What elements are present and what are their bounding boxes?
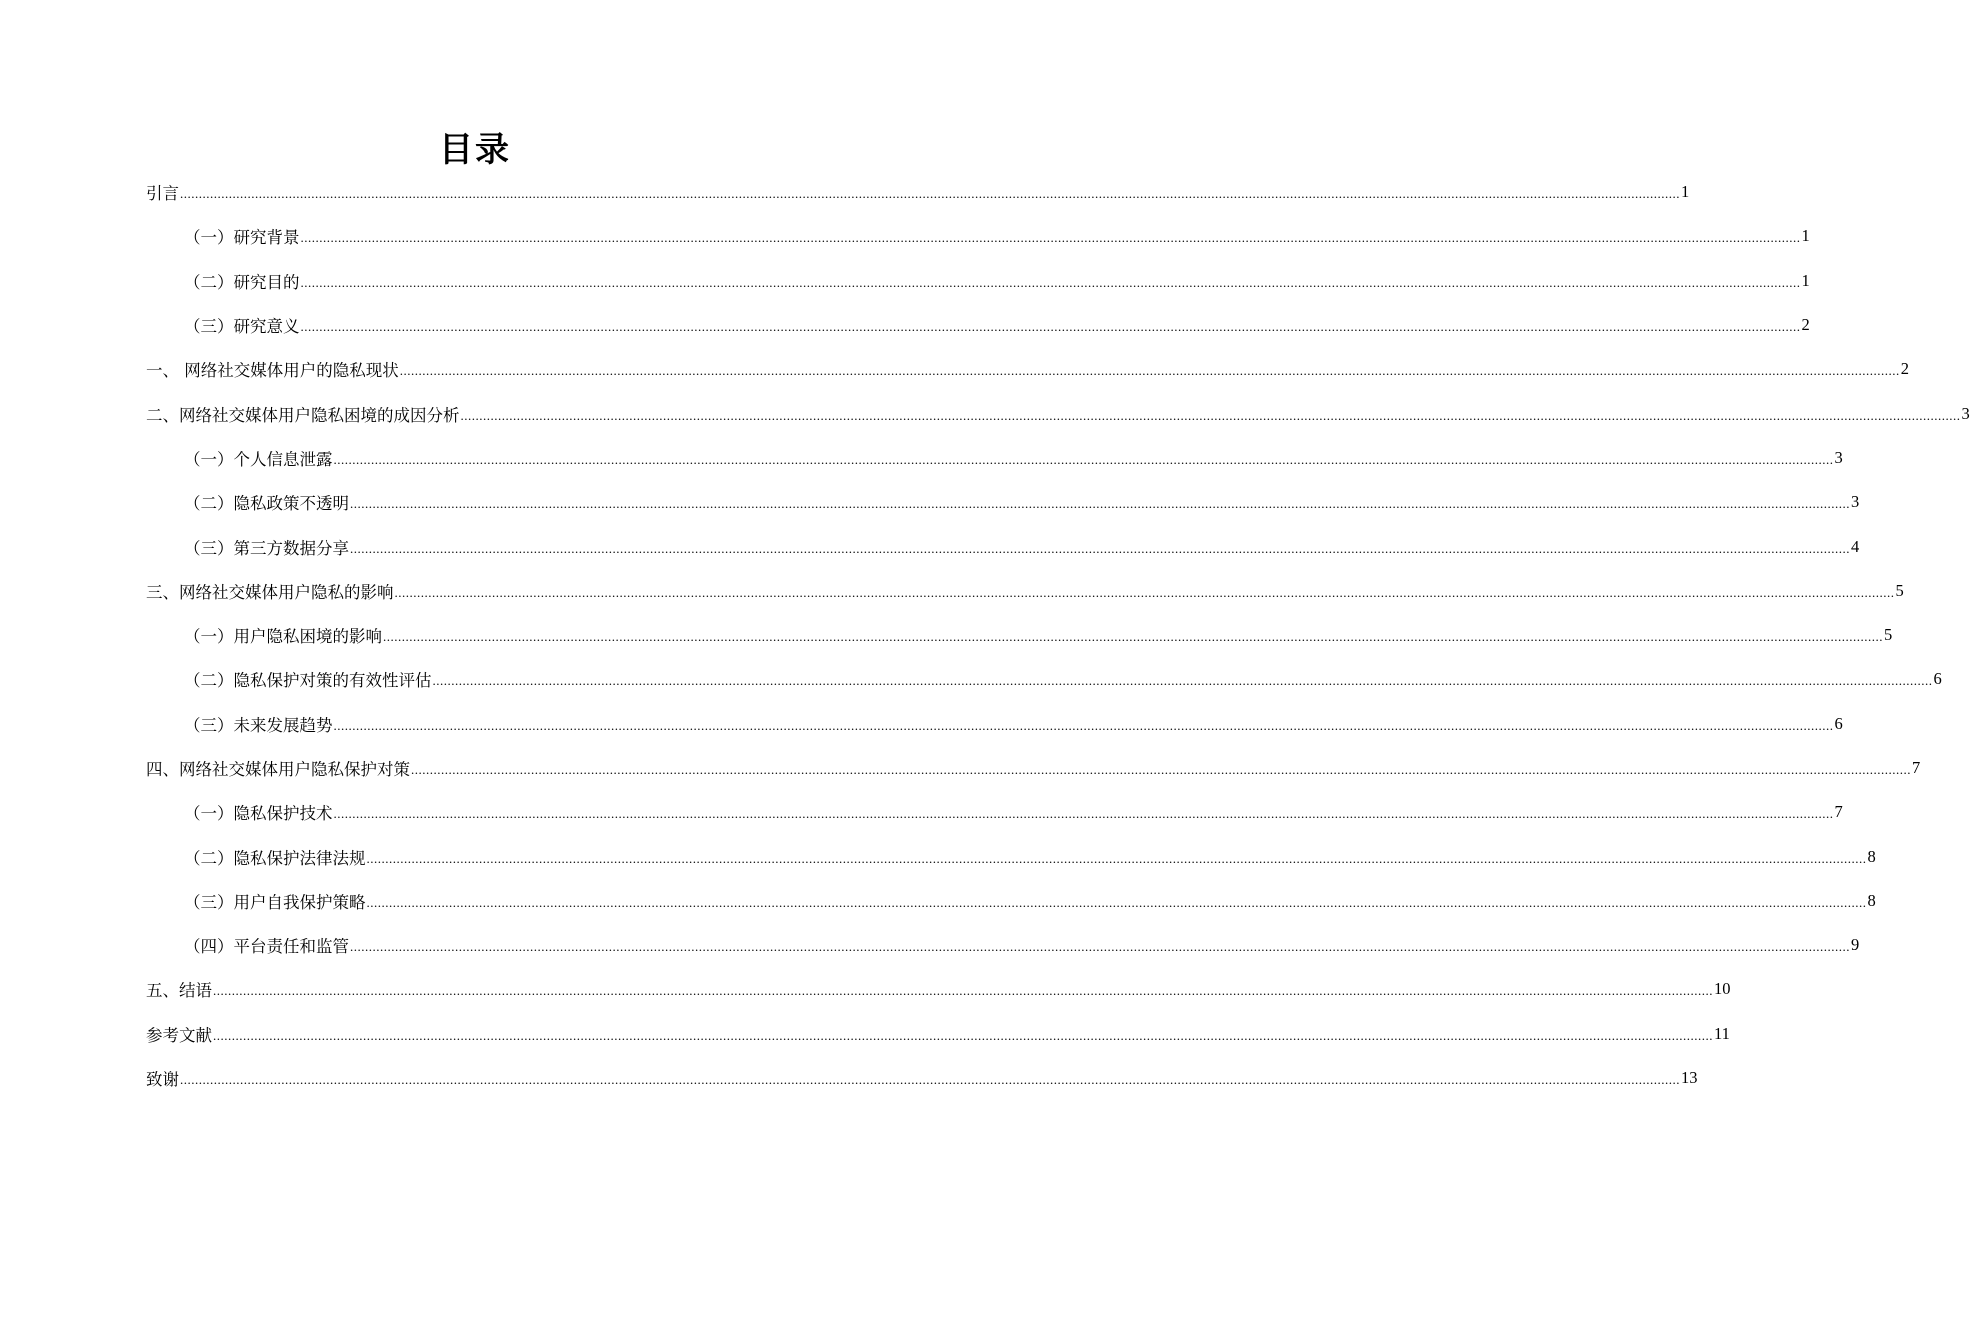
toc-entry-label: （三）第三方数据分享 <box>184 538 349 558</box>
toc-entry-page-number: 5 <box>1884 625 1893 645</box>
toc-dot-leader: ................................................................................................................................................................................................................................................................................................................................................................................................................ <box>399 363 1900 379</box>
toc-entry[interactable] <box>146 702 1843 746</box>
toc-dot-leader: ................................................................................................................................................................................................................................................................................................................................................................................................................ <box>366 850 1867 866</box>
toc-entry-page-number: 5 <box>1895 580 1904 600</box>
toc-entry-page-number: 7 <box>1834 802 1843 822</box>
toc-dot-leader: ................................................................................................................................................................................................................................................................................................................................................................................................................ <box>300 319 1801 335</box>
toc-entry-page-number: 4 <box>1851 536 1860 556</box>
toc-entry[interactable] <box>146 170 1690 214</box>
toc-dot-leader: ................................................................................................................................................................................................................................................................................................................................................................................................................ <box>383 629 1883 645</box>
toc-entry-page-number: 13 <box>1681 1068 1698 1088</box>
toc-entry-page-number: 10 <box>1714 979 1731 999</box>
toc-entry-page-number: 3 <box>1834 447 1843 467</box>
toc-entry[interactable] <box>146 790 1843 834</box>
toc-entry[interactable] <box>146 259 1810 303</box>
toc-dot-leader: ................................................................................................................................................................................................................................................................................................................................................................................................................ <box>333 451 1834 467</box>
toc-entry-page-number: 3 <box>1961 403 1970 423</box>
toc-entry[interactable] <box>146 1012 1730 1056</box>
toc-entry-label: （一）个人信息泄露 <box>184 449 333 469</box>
toc-entry-page-number: 6 <box>1834 713 1843 733</box>
toc-dot-leader: ................................................................................................................................................................................................................................................................................................................................................................................................................ <box>333 717 1834 733</box>
toc-dot-leader: ................................................................................................................................................................................................................................................................................................................................................................................................................ <box>460 407 1961 423</box>
toc-entry-page-number: 9 <box>1851 935 1860 955</box>
toc-entry-label: 引言 <box>146 184 179 204</box>
toc-entry[interactable] <box>146 303 1810 347</box>
toc-entry[interactable] <box>146 1056 1698 1100</box>
toc-dot-leader: ................................................................................................................................................................................................................................................................................................................................................................................................................ <box>333 806 1834 822</box>
toc-entry-label: 致谢 <box>146 1070 179 1090</box>
toc-entry-label: （一）研究背景 <box>184 228 300 248</box>
toc-entry[interactable] <box>146 214 1810 258</box>
toc-entry-label: （一）隐私保护技术 <box>184 804 333 824</box>
toc-dot-leader: ................................................................................................................................................................................................................................................................................................................................................................................................................ <box>366 894 1867 910</box>
toc-entry[interactable] <box>146 967 1731 1011</box>
table-of-contents <box>146 170 1970 1100</box>
toc-entry[interactable] <box>146 613 1893 657</box>
toc-entry-label: 二、网络社交媒体用户隐私困境的成因分析 <box>146 405 460 425</box>
toc-entry-label: （二）隐私保护对策的有效性评估 <box>184 671 432 691</box>
toc-entry[interactable] <box>146 524 1860 568</box>
toc-entry[interactable] <box>146 923 1860 967</box>
toc-entry[interactable] <box>146 879 1876 923</box>
toc-entry-label: （二）隐私保护法律法规 <box>184 848 366 868</box>
toc-entry[interactable] <box>146 480 1860 524</box>
toc-entry-page-number: 3 <box>1851 492 1860 512</box>
toc-dot-leader: ................................................................................................................................................................................................................................................................................................................................................................................................................ <box>350 540 1850 556</box>
toc-dot-leader: ................................................................................................................................................................................................................................................................................................................................................................................................................ <box>180 1072 1680 1088</box>
toc-entry[interactable] <box>146 347 1909 391</box>
toc-entry[interactable] <box>146 746 1921 790</box>
toc-dot-leader: ................................................................................................................................................................................................................................................................................................................................................................................................................ <box>213 1027 1713 1043</box>
toc-entry-label: 三、网络社交媒体用户隐私的影响 <box>146 582 394 602</box>
toc-entry-label: （三）用户自我保护策略 <box>184 892 366 912</box>
toc-dot-leader: ................................................................................................................................................................................................................................................................................................................................................................................................................ <box>394 584 1895 600</box>
toc-entry-label: 一、 网络社交媒体用户的隐私现状 <box>146 361 399 381</box>
toc-entry-label: （二）研究目的 <box>184 272 300 292</box>
toc-dot-leader: ................................................................................................................................................................................................................................................................................................................................................................................................................ <box>300 230 1801 246</box>
toc-entry-label: 四、网络社交媒体用户隐私保护对策 <box>146 760 410 779</box>
toc-entry-page-number: 7 <box>1912 758 1921 777</box>
toc-entry[interactable] <box>146 657 1942 701</box>
toc-entry-label: 五、结语 <box>146 981 212 1001</box>
toc-entry-page-number: 6 <box>1933 669 1942 689</box>
toc-entry[interactable] <box>146 569 1904 613</box>
toc-dot-leader: ................................................................................................................................................................................................................................................................................................................................................................................................................ <box>432 673 1933 689</box>
toc-dot-leader: ................................................................................................................................................................................................................................................................................................................................................................................................................ <box>300 274 1801 290</box>
toc-dot-leader: ................................................................................................................................................................................................................................................................................................................................................................................................................ <box>350 496 1850 512</box>
toc-entry-page-number: 8 <box>1867 890 1876 910</box>
toc-entry-page-number: 1 <box>1801 270 1810 290</box>
toc-entry-label: （三）研究意义 <box>184 317 300 337</box>
toc-entry-label: （一）用户隐私困境的影响 <box>184 627 382 647</box>
toc-entry-page-number: 8 <box>1867 846 1876 866</box>
toc-dot-leader: ................................................................................................................................................................................................................................................................................................................................................................................................................ <box>213 983 1713 999</box>
toc-entry-page-number: 1 <box>1801 226 1810 246</box>
toc-entry-page-number: 2 <box>1801 315 1810 335</box>
toc-entry-label: （二）隐私政策不透明 <box>184 494 349 514</box>
toc-dot-leader: ................................................................................................................................................................................................................................................................................................................................................................................................................ <box>411 762 1911 777</box>
toc-dot-leader: ................................................................................................................................................................................................................................................................................................................................................................................................................ <box>180 186 1680 202</box>
toc-entry-page-number: 1 <box>1681 182 1690 202</box>
toc-entry[interactable] <box>146 436 1843 480</box>
toc-entry-label: 参考文献 <box>146 1025 212 1045</box>
toc-dot-leader: ................................................................................................................................................................................................................................................................................................................................................................................................................ <box>350 939 1850 955</box>
toc-entry-label: （四）平台责任和监管 <box>184 937 349 957</box>
toc-entry[interactable] <box>146 834 1876 878</box>
page-title: 目录 <box>439 130 511 170</box>
toc-entry-page-number: 11 <box>1714 1023 1730 1043</box>
toc-entry[interactable] <box>146 391 1970 435</box>
toc-entry-page-number: 2 <box>1900 359 1909 379</box>
toc-entry-label: （三）未来发展趋势 <box>184 715 333 735</box>
